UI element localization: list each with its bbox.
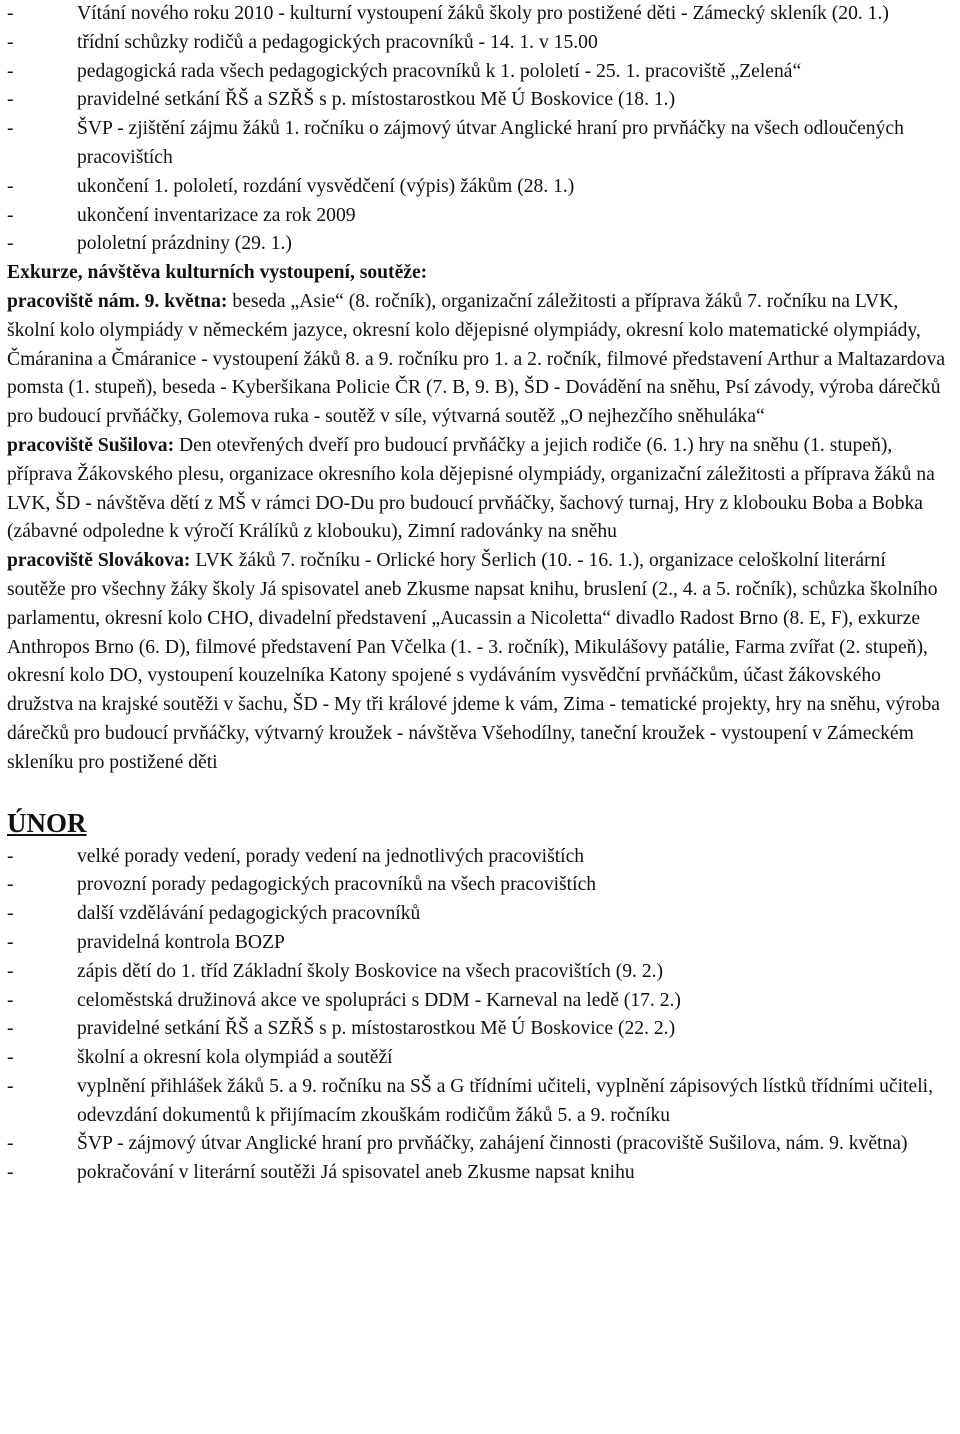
list-item: - další vzdělávání pedagogických pracovníků [7,900,948,929]
list-item: - ŠVP - zájmový útvar Anglické hraní pro prvňáčky, zahájení činnosti (pracoviště Sušilova, nám. 9. května) [7,1130,948,1159]
list-item: - pokračování v literární soutěži Já spisovatel aneb Zkusme napsat knihu [7,1159,948,1188]
list-item: - ukončení inventarizace za rok 2009 [7,202,948,231]
list-item: - pedagogická rada všech pedagogických pracovníků k 1. pololetí - 25. 1. pracoviště „Zelená“ [7,58,948,87]
paragraph-namesti-9-kvetna [7,288,948,432]
paragraph-text: LVK žáků 7. ročníku - Orlické hory Šerlich (10. - 16. 1.), organizace celoškolní literární soutěže pro všechny žáky školy Já spisovatel aneb Zkusme napsat knihu, bruslení (2., 4. a 5. ročník), schůzka školního parlamentu, okresní kolo CHO, divadelní představení „Aucassin a Nicoletta“ divadlo Radost Brno (8. E, F), exkurze Anthropos Brno (6. D), filmové představení Pan Včelka (1. - 3. ročník), Mikulášovy patálie, Farma zvířat (2. stupeň), okresní kolo DO, vystoupení kouzelníka Katony spojené s vydáváním vysvědční prvňáčkům, účast žákovského družstva na krajské soutěži v šachu, ŠD - My tři králové jdeme k vám, Zima - tematické projekty, hry na sněhu, výroba dárečků pro budoucí prvňáčky, výtvarný kroužek - návštěva Všehodílny, taneční kroužek - vystoupení v Zámeckém skleníku pro postižené děti [7,550,940,773]
list-item: - vyplnění přihlášek žáků 5. a 9. ročníku na SŠ a G třídními učiteli, vyplnění zápisových lístků třídními učiteli, odevzdání dokumentů k přijímacím zkouškám rodičům žáků 5. a 9. ročníku [7,1073,948,1131]
list-item: - celoměstská družinová akce ve spolupráci s DDM - Karneval na ledě (17. 2.) [7,987,948,1016]
list-item: - školní a okresní kola olympiád a soutěží [7,1044,948,1073]
list-item: - ukončení 1. pololetí, rozdání vysvědčení (výpis) žákům (28. 1.) [7,173,948,202]
list-item: - pravidelné setkání ŘŠ a SZŘŠ s p. místostarostkou Mě Ú Boskovice (18. 1.) [7,86,948,115]
workplace-label: pracoviště nám. 9. května: [7,290,228,312]
workplace-label: pracoviště Sušilova: [7,434,175,456]
list-item: - Vítání nového roku 2010 - kulturní vystoupení žáků školy pro postižené děti - Zámecký skleník (20. 1.) [7,0,948,29]
list-item: - velké porady vedení, porady vedení na jednotlivých pracovištích [7,843,948,872]
section-title-february: ÚNOR [7,807,87,838]
list-item: - pololetní prázdniny (29. 1.) [7,230,948,259]
paragraph-text: Den otevřených dveří pro budoucí prvňáčky a jejich rodiče (6. 1.) hry na sněhu (1. stupeň), příprava Žákovského plesu, organizace okresního kola dějepisné olympiády, organizační záležitosti a příprava žáků na LVK, ŠD - návštěva dětí z MŠ v rámci DO-Du pro budoucí prvňáčky, šachový turnaj, Hry z klobouku Boba a Bobka (zábavné odpoledne k výročí Králíků z klobouku), Zimní radovánky na sněhu [7,434,935,543]
list-item: - zápis dětí do 1. tříd Základní školy Boskovice na všech pracovištích (9. 2.) [7,958,948,987]
workplace-label: pracoviště Slovákova: [7,550,191,572]
list-item: - pravidelné setkání ŘŠ a SZŘŠ s p. místostarostkou Mě Ú Boskovice (22. 2.) [7,1015,948,1044]
excursions-heading: Exkurze, návštěva kulturních vystoupení, soutěže: [7,262,428,284]
list-item: - třídní schůzky rodičů a pedagogických pracovníků - 14. 1. v 15.00 [7,29,948,58]
paragraph-slovakova [7,547,948,777]
february-events-list [7,843,948,1189]
paragraph-susilova [7,432,948,547]
list-item: - ŠVP - zjištění zájmu žáků 1. ročníku o zájmový útvar Anglické hraní pro prvňáčky na všech odloučených pracovištích [7,115,948,173]
paragraph-text: beseda „Asie“ (8. ročník), organizační záležitosti a příprava žáků 7. ročníku na LVK, školní kolo olympiády v německém jazyce, okresní kolo dějepisné olympiády, okresní kolo matematické olympiády, Čmáranina a Čmáranice - vystoupení žáků 8. a 9. ročníku pro 1. a 2. ročník, filmové představení Arthur a Maltazardova pomsta (1. stupeň), beseda - Kyberšikana Policie ČR (7. B, 9. B), ŠD - Dovádění na sněhu, Psí závody, výroba dárečků pro budoucí prvňáčky, Golemova ruka - soutěž v síle, výtvarná soutěž „O nejhezčího sněhuláka“ [7,290,946,428]
list-item: - pravidelná kontrola BOZP [7,929,948,958]
list-item: - provozní porady pedagogických pracovníků na všech pracovištích [7,871,948,900]
january-events-list [7,0,948,259]
